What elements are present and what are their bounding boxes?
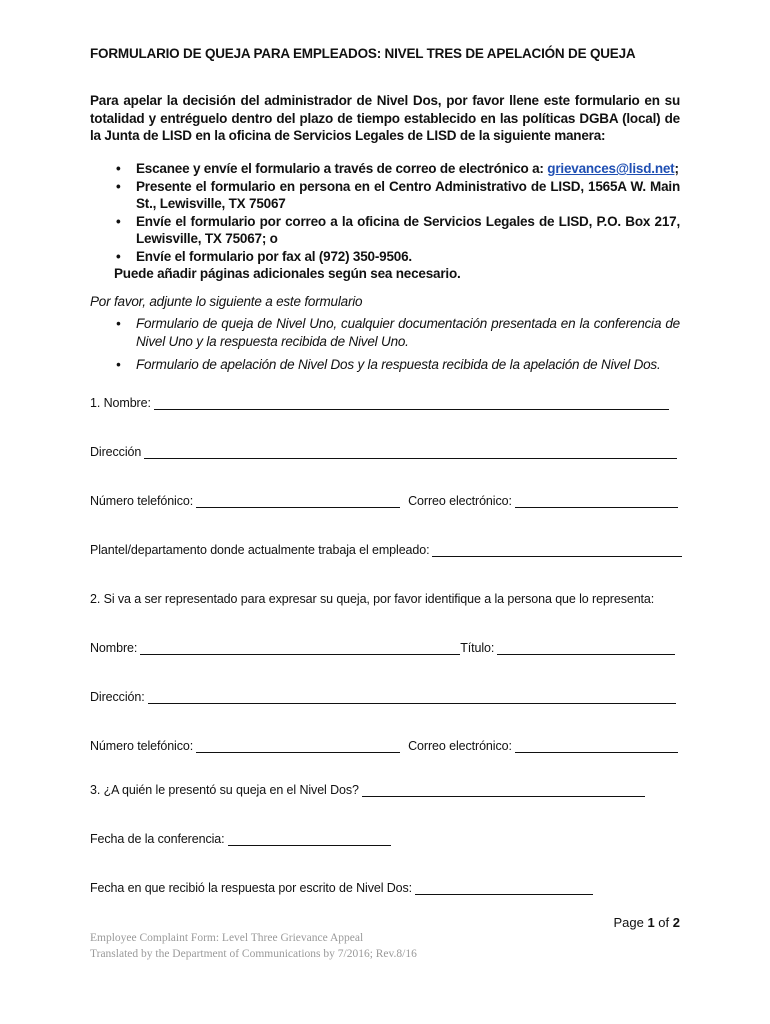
bullet-email-suffix: ; — [674, 161, 679, 176]
page-of: of — [658, 915, 670, 930]
address-label: Dirección — [90, 445, 142, 459]
name-label: 1. Nombre: — [90, 396, 151, 410]
campus-row — [90, 543, 682, 557]
address-row — [90, 445, 682, 459]
level-two-who-row — [90, 783, 682, 797]
level-two-who-input-line[interactable] — [362, 784, 645, 797]
list-item — [90, 315, 680, 350]
bullet-email-prefix: Escanee y envíe el formulario a través de correo de electrónico a: — [136, 161, 548, 176]
list-item — [90, 248, 680, 266]
campus-input-line[interactable] — [432, 544, 682, 557]
email-input-line[interactable] — [515, 495, 678, 508]
intro-paragraph: Para apelar la decisión del administrador de Nivel Dos, por favor llene este formulario en su totalidad y entréguelo dentro del plazo de tiempo establecido en las políticas DGBA (local) de la Junta de LISD en la oficina de Servicios Legales de LISD de la siguiente manera: — [90, 93, 680, 143]
page-number — [613, 915, 680, 930]
footer-line-1: Employee Complaint Form: Level Three Grievance Appeal — [90, 932, 364, 944]
attachment-level-one: Formulario de queja de Nivel Uno, cualquier documentación presentada en la conferencia de Nivel Uno y la respuesta recibida de Nivel Uno. — [136, 316, 680, 349]
phone-input-line[interactable] — [196, 495, 400, 508]
list-item — [90, 160, 680, 178]
rep-address-input-line[interactable] — [148, 691, 676, 704]
bullet-icon: • — [116, 248, 121, 264]
rep-name-input-line[interactable] — [140, 642, 460, 655]
bullet-mail: Envíe el formulario por correo a la oficina de Servicios Legales de LISD, P.O. Box 217, Lewisville, TX 75067; o — [136, 213, 680, 246]
bullet-icon: • — [116, 357, 121, 372]
rep-email-label: Correo electrónico: — [408, 739, 512, 753]
rep-phone-email-row — [90, 739, 682, 753]
representative-question-row — [90, 592, 682, 606]
rep-email-input-line[interactable] — [515, 740, 678, 753]
level-two-who-label: 3. ¿A quién le presentó su queja en el Nivel Dos? — [90, 783, 359, 797]
bullet-icon: • — [116, 178, 121, 194]
footer — [90, 930, 417, 962]
rep-title-label: Título: — [460, 641, 495, 655]
rep-phone-input-line[interactable] — [196, 740, 400, 753]
rep-name-title-row — [90, 641, 682, 655]
phone-label: Número telefónico: — [90, 494, 194, 508]
rep-title-input-line[interactable] — [497, 642, 675, 655]
rep-phone-label: Número telefónico: — [90, 739, 194, 753]
form-title: FORMULARIO DE QUEJA PARA EMPLEADOS: NIVEL TRES DE APELACIÓN DE QUEJA — [90, 46, 636, 61]
bullet-fax: Envíe el formulario por fax al (972) 350-9506. — [136, 248, 412, 264]
attachments-section — [90, 294, 680, 380]
email-label: Correo electrónico: — [408, 494, 512, 508]
phone-email-row — [90, 494, 682, 508]
bullet-in-person: Presente el formulario en persona en el Centro Administrativo de LISD, 1565A W. Main St., Lewisville, TX 75067 — [136, 178, 680, 211]
bullet-icon: • — [116, 213, 121, 229]
name-row — [90, 396, 682, 410]
response-date-label: Fecha en que recibió la respuesta por escrito de Nivel Dos: — [90, 881, 413, 895]
list-item — [90, 178, 680, 213]
bullet-icon: • — [116, 316, 121, 331]
submission-methods-list — [90, 160, 680, 283]
rep-address-label: Dirección: — [90, 690, 145, 704]
attachments-lead: Por favor, adjunte lo siguiente a este formulario — [90, 294, 363, 309]
conference-date-input-line[interactable] — [228, 833, 391, 846]
list-item — [90, 213, 680, 248]
campus-label: Plantel/departamento donde actualmente trabaja el empleado: — [90, 543, 430, 557]
grievances-email-link[interactable]: grievances@lisd.net — [547, 161, 675, 176]
page-current: 1 — [647, 915, 655, 930]
name-input-line[interactable] — [154, 397, 669, 410]
response-date-input-line[interactable] — [415, 882, 593, 895]
rep-name-label: Nombre: — [90, 641, 138, 655]
representative-question: 2. Si va a ser representado para expresar su queja, por favor identifique a la persona que lo representa: — [90, 592, 655, 606]
extra-pages-note: Puede añadir páginas adicionales según sea necesario. — [114, 266, 461, 281]
conference-date-row — [90, 832, 682, 846]
rep-address-row — [90, 690, 682, 704]
response-date-row — [90, 881, 682, 895]
page-total: 2 — [672, 915, 680, 930]
address-input-line[interactable] — [144, 446, 677, 459]
bullet-icon: • — [116, 161, 121, 176]
footer-line-2: Translated by the Department of Communications by 7/2016; Rev.8/16 — [90, 948, 417, 960]
conference-date-label: Fecha de la conferencia: — [90, 832, 225, 846]
page-label: Page — [613, 915, 644, 930]
list-item — [90, 356, 680, 374]
attachment-level-two: Formulario de apelación de Nivel Dos y la respuesta recibida de la apelación de Nivel Dos. — [136, 357, 661, 372]
